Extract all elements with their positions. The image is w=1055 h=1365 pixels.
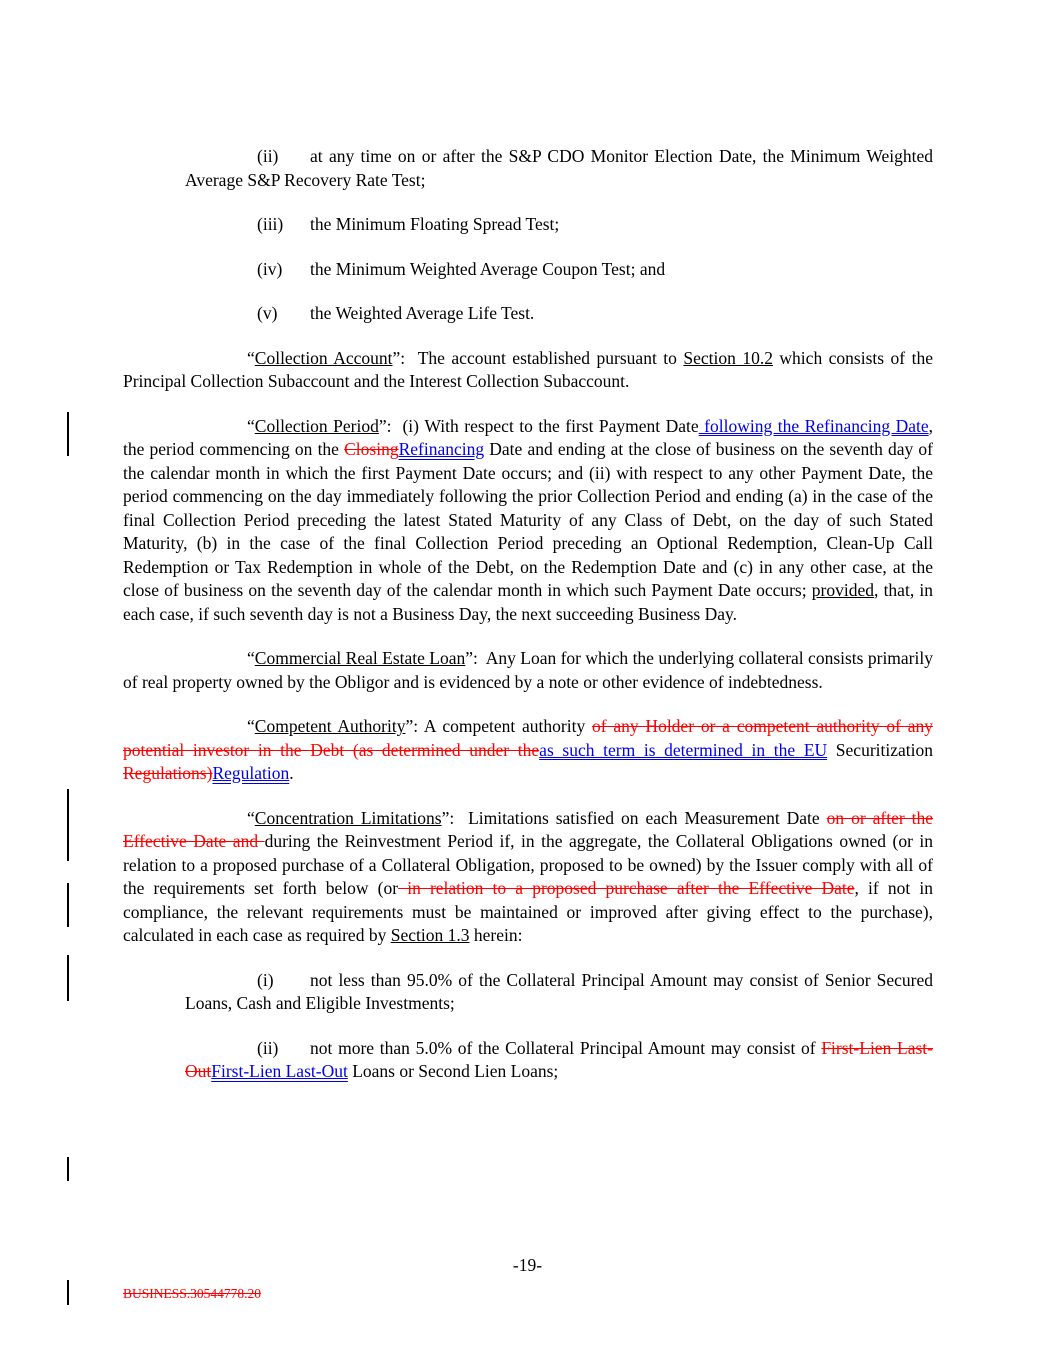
list-number: (i): [257, 969, 274, 990]
deleted-text: on or after the Effective Date and: [123, 807, 934, 851]
text-run: during the Reinvestment Period if, in the aggregate, the Collateral Obligations owned (or in relation to a proposed purchase of a Collateral Obligation, proposed to be owned) by the Issuer comply with all of the requirements set forth below (or: [123, 831, 933, 898]
deleted-text: Regulations): [123, 763, 213, 783]
clause-ii-sp-recovery-test: [123, 145, 933, 192]
deleted-text: in relation to a proposed purchase after the Effective Date: [398, 878, 855, 898]
text-run: , that, in each case, if such seventh day is not a Business Day, the next succeeding Business Day.: [123, 580, 933, 624]
text-run: ”: The account established pursuant to: [392, 347, 684, 368]
clause-v-weighted-average-life-test: [123, 302, 933, 326]
limitation-i-senior-secured: [123, 969, 933, 1016]
text-run: Date and ending at the close of business on the seventh day of the calendar month in which the first Payment Date occurs; and (ii) with respect to any other Payment Date, the period commencing on the day immediately following the prior Collection Period and ending (a) in the case of the final Collection Period preceding the latest Stated Maturity of any Class of Debt, on the day of such Stated Maturity, (b) in the case of the final Collection Period preceding an Optional Redemption, Clean-Up Call Redemption or Tax Redemption in whole of the Debt, on the Redemption Date and (c) in any other case, at the close of business on the seventh day of the calendar month in which such Payment Date occurs;: [123, 439, 934, 600]
text-run: “: [247, 648, 255, 668]
limitation-ii-first-lien-last-out: [123, 1037, 933, 1084]
underlined-term: Section 1.3: [390, 925, 470, 945]
def-commercial-real-estate-loan: [123, 647, 933, 694]
text-run: not more than 5.0% of the Collateral Principal Amount may consist of: [310, 1037, 822, 1058]
text-run: which consists of the Principal Collection Subaccount and the Interest Collection Subaccount.: [123, 347, 933, 391]
list-number: (iv): [257, 258, 283, 279]
page-number: -19-: [512, 1255, 543, 1275]
underlined-term: Section 10.2: [683, 347, 773, 368]
text-run: at any time on or after the S&P CDO Monitor Election Date, the Minimum Weighted Average S&P Recovery Rate Test;: [185, 146, 933, 190]
text-run: ”: Limitations satisfied on each Measurement Date: [441, 807, 827, 828]
text-run: .: [289, 763, 294, 783]
text-run: “: [247, 807, 255, 828]
deleted-text: First-Lien Last-Out: [185, 1037, 933, 1081]
underlined-term: Competent Authority: [254, 716, 406, 736]
list-number: (ii): [257, 146, 279, 166]
text-run: “: [247, 347, 255, 368]
text-run: ”: Any Loan for which the underlying collateral consists primarily of real property owned by the Obligor and is evidenced by a note or other evidence of indebtedness.: [123, 648, 933, 692]
change-bar: [67, 789, 69, 861]
text-run: the Minimum Floating Spread Test;: [310, 214, 560, 234]
text-run: , if not in compliance, the relevant requirements must be maintained or improved after giving effect to the purchase), calculated in each case as required by: [123, 878, 933, 945]
inserted-text: Refinancing: [398, 439, 485, 459]
inserted-text: First-Lien Last-Out: [211, 1061, 348, 1081]
underlined-term: Collection Period: [254, 415, 379, 436]
text-run: “: [247, 716, 255, 736]
text-run: herein:: [469, 925, 523, 945]
text-run: the Minimum Weighted Average Coupon Test; and: [310, 258, 666, 279]
list-number: (iii): [257, 214, 284, 234]
clause-iii-floating-spread-test: [123, 213, 933, 237]
change-bar: [67, 412, 69, 456]
def-collection-period: [123, 415, 933, 627]
text-run: the Weighted Average Life Test.: [310, 303, 535, 323]
change-bar: [67, 955, 69, 1001]
inserted-text: Regulation: [212, 763, 290, 783]
underlined-term: Collection Account: [254, 347, 393, 368]
text-run: ”: (i) With respect to the first Payment Date: [378, 415, 699, 436]
text-run: Loans or Second Lien Loans;: [347, 1061, 559, 1081]
list-number: (v): [257, 303, 278, 323]
deleted-text: Closing: [344, 439, 399, 459]
def-collection-account: [123, 347, 933, 394]
underlined-term: Commercial Real Estate Loan: [254, 648, 466, 668]
text-run: , the period commencing on the: [123, 415, 933, 459]
text-run: “: [247, 415, 255, 436]
change-bar: [67, 1157, 69, 1181]
inserted-text: following the Refinancing Date: [698, 415, 929, 436]
def-concentration-limitations: [123, 807, 933, 948]
deleted-text: of any Holder or a competent authority of any potential investor in the Debt (as determined under the: [123, 716, 934, 760]
text-run: Securitization: [827, 739, 933, 760]
list-number: (ii): [257, 1037, 279, 1058]
def-competent-authority: [123, 715, 933, 786]
underlined-term: Concentration Limitations: [254, 807, 442, 828]
clause-iv-coupon-test: [123, 258, 933, 282]
text-run: ”: A competent authority: [405, 716, 593, 736]
change-bar: [67, 883, 69, 927]
footer-document-id: [123, 1286, 261, 1302]
underlined-term: provided: [811, 580, 875, 600]
text-run: not less than 95.0% of the Collateral Principal Amount may consist of Senior Secured Loans, Cash and Eligible Investments;: [185, 969, 933, 1013]
document-body: [123, 145, 933, 1105]
footer-document-id-text: BUSINESS.30544778.20: [123, 1286, 262, 1301]
inserted-text: as such term is determined in the EU: [539, 739, 828, 760]
change-bar: [67, 1280, 69, 1305]
